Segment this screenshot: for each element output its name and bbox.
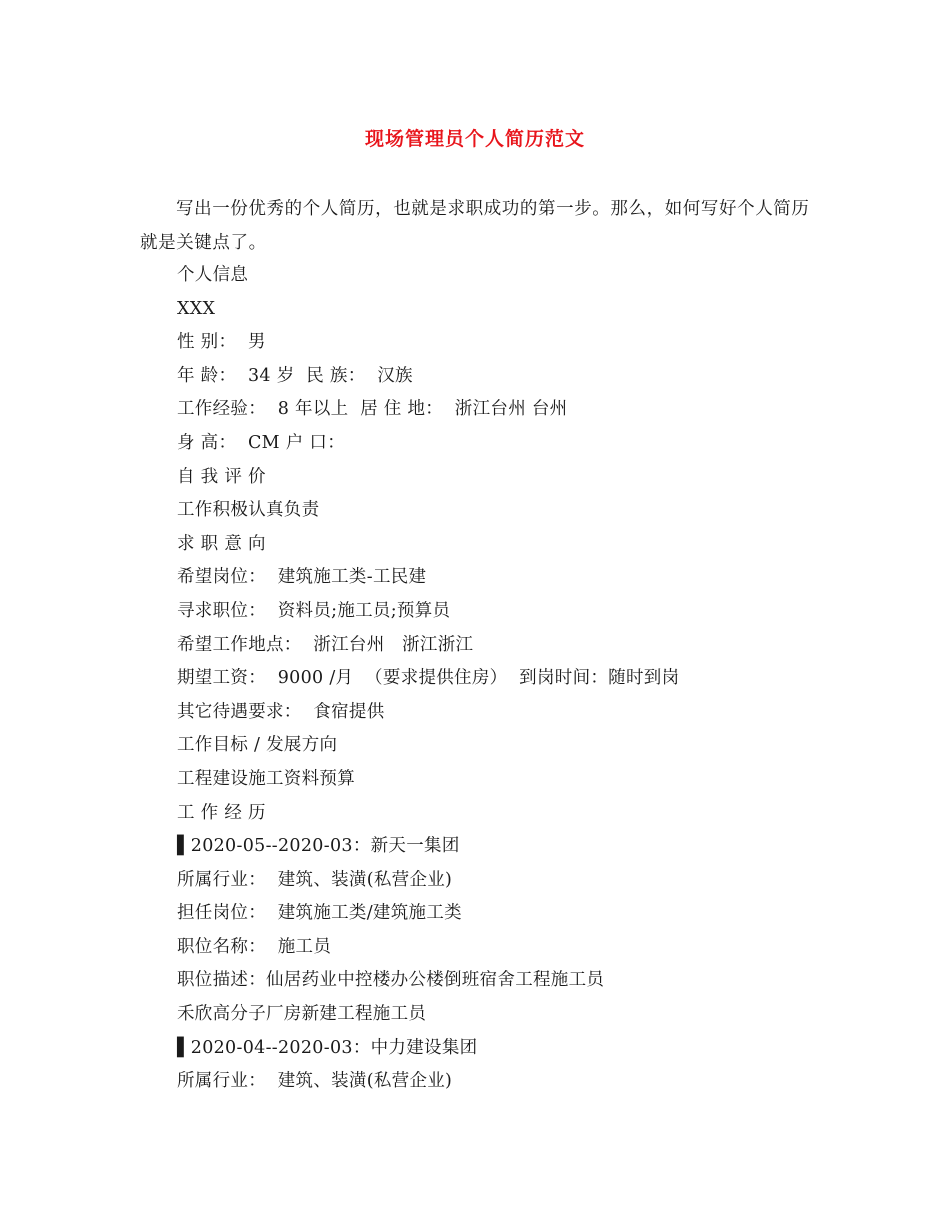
section-heading-work-experience: 工 作 经 历: [177, 802, 266, 823]
desired-position-line: 希望岗位： 建筑施工类-工民建: [177, 567, 427, 588]
job-entry-header: ▌2020-04--2020-03：中力建设集团: [177, 1037, 478, 1058]
job-title-line: 职位名称： 施工员: [177, 936, 332, 957]
job-entry-header: ▌2020-05--2020-03：新天一集团: [177, 836, 460, 857]
self-evaluation-text: 工作积极认真负责: [177, 500, 320, 521]
career-goal-text: 工程建设施工资料预算: [177, 768, 355, 789]
gender-line: 性 别： 男: [177, 332, 266, 353]
other-benefits-line: 其它待遇要求： 食宿提供: [177, 701, 385, 722]
section-heading-career-goal: 工作目标 / 发展方向: [177, 735, 338, 756]
sought-position-line: 寻求职位： 资料员;施工员;预算员: [177, 600, 451, 621]
experience-residence-line: 工作经验： 8 年以上 居 住 地： 浙江台州 台州: [177, 399, 568, 420]
height-hukou-line: 身 高： CM 户 口：: [177, 432, 346, 453]
age-ethnicity-line: 年 龄： 34 岁 民 族： 汉族: [177, 365, 413, 386]
desired-location-line: 希望工作地点： 浙江台州 浙江浙江: [177, 634, 474, 655]
job-description-line: 职位描述：仙居药业中控楼办公楼倒班宿舍工程施工员: [177, 970, 605, 991]
intro-paragraph: 写出一份优秀的个人简历，也就是求职成功的第一步。那么，如何写好个人简历就是关键点了。: [140, 199, 810, 253]
document-title: 现场管理员个人简历范文: [364, 128, 585, 150]
job-description-continued: 禾欣高分子厂房新建工程施工员: [177, 1004, 427, 1025]
section-heading-job-intention: 求 职 意 向: [177, 533, 266, 554]
industry-line: 所属行业： 建筑、装潢(私营企业): [177, 1071, 453, 1092]
section-heading-personal-info: 个人信息: [177, 265, 249, 285]
role-line: 担任岗位： 建筑施工类/建筑施工类: [177, 903, 462, 924]
resume-lines: [177, 259, 837, 1099]
expected-salary-line: 期望工资： 9000 /月 （要求提供住房） 到岗时间：随时到岗: [177, 668, 680, 689]
industry-line: 所属行业： 建筑、装潢(私营企业): [177, 869, 453, 890]
section-heading-self-evaluation: 自 我 评 价: [177, 466, 266, 487]
name-line: XXX: [177, 298, 216, 319]
